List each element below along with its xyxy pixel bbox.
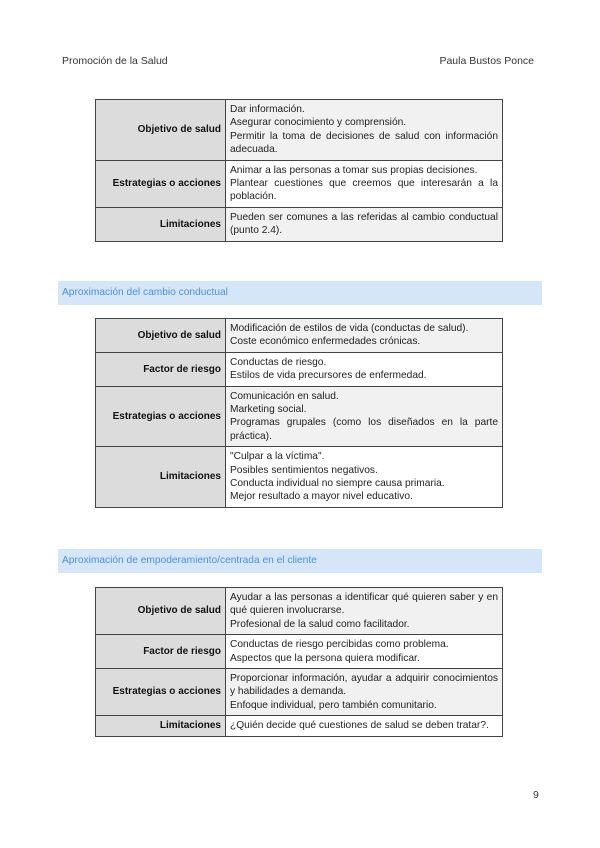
info-table-1 <box>95 99 503 242</box>
row-content <box>226 635 503 669</box>
row-content <box>226 447 503 508</box>
row-label: Estrategias o acciones <box>96 160 226 207</box>
table-row <box>96 207 503 241</box>
row-content <box>226 669 503 716</box>
content-line: Programas grupales (como los diseñados en la parte práctica). <box>230 417 498 442</box>
content-line: "Culpar a la víctima". <box>230 451 325 463</box>
content-line: Asegurar conocimiento y comprensión. <box>230 117 407 129</box>
row-content <box>226 160 503 207</box>
table-row <box>96 716 503 736</box>
table-row <box>96 588 503 635</box>
table-row <box>96 669 503 716</box>
content-line: Mejor resultado a mayor nivel educativo. <box>230 491 413 503</box>
row-content <box>226 386 503 447</box>
table-row <box>96 386 503 447</box>
page-number: 9 <box>533 789 539 801</box>
row-content <box>226 100 503 161</box>
table-row <box>96 447 503 508</box>
row-content <box>226 588 503 635</box>
content-line: Profesional de la salud como facilitador. <box>230 618 410 630</box>
content-line: Comunicación en salud. <box>230 390 339 402</box>
row-label: Limitaciones <box>96 207 226 241</box>
content-line: Pueden ser comunes a las referidas al cambio conductual (punto 2.4). <box>230 211 498 237</box>
row-label: Objetivo de salud <box>96 588 226 635</box>
content-line: Animar a las personas a tomar sus propias decisiones. <box>230 164 478 176</box>
content-line: Conducta individual no siempre causa primaria. <box>230 478 445 490</box>
row-label: Estrategias o acciones <box>96 386 226 447</box>
content-line: Proporcionar información, ayudar a adquirir conocimientos y habilidades a demanda. <box>230 673 498 698</box>
table-row <box>96 319 503 353</box>
row-label: Objetivo de salud <box>96 319 226 353</box>
content-line: Posibles sentimientos negativos. <box>230 464 378 476</box>
content-line: Aspectos que la persona quiera modificar. <box>230 652 420 664</box>
content-line: Ayudar a las personas a identificar qué quieren saber y en qué quieren involucrarse. <box>230 592 498 617</box>
content-line: Coste económico enfermedades crónicas. <box>230 336 421 348</box>
table-row <box>96 352 503 386</box>
info-table-2 <box>95 318 503 508</box>
content-line: ¿Quién decide qué cuestiones de salud se deben tratar?. <box>230 720 489 732</box>
row-label: Factor de riesgo <box>96 635 226 669</box>
row-content <box>226 319 503 353</box>
content-line: Modificación de estilos de vida (conductas de salud). <box>230 323 469 334</box>
section-heading-empowerment: Aproximación de empoderamiento/centrada en el cliente <box>58 549 542 573</box>
row-content <box>226 716 503 736</box>
content-line: Enfoque individual, pero también comunitario. <box>230 699 437 711</box>
row-label: Limitaciones <box>96 447 226 508</box>
content-line: Marketing social. <box>230 404 307 416</box>
row-content <box>226 352 503 386</box>
row-label: Factor de riesgo <box>96 352 226 386</box>
table-row <box>96 160 503 207</box>
content-line: Conductas de riesgo percibidas como problema. <box>230 639 449 651</box>
page-header <box>62 55 534 69</box>
content-line: Estilos de vida precursores de enfermedad. <box>230 370 427 382</box>
row-label: Estrategias o acciones <box>96 669 226 716</box>
row-label: Objetivo de salud <box>96 100 226 161</box>
row-content <box>226 207 503 241</box>
section-heading-behavioral-change: Aproximación del cambio conductual <box>58 281 542 305</box>
content-line: Plantear cuestiones que creemos que interesarán a la población. <box>230 178 498 203</box>
header-course-title: Promoción de la Salud <box>62 55 168 67</box>
content-line: Conductas de riesgo. <box>230 356 327 368</box>
header-author: Paula Bustos Ponce <box>439 55 534 67</box>
table-row <box>96 100 503 161</box>
content-line: Dar información. <box>230 104 305 115</box>
row-label: Limitaciones <box>96 716 226 736</box>
table-row <box>96 635 503 669</box>
info-table-3 <box>95 587 503 737</box>
content-line: Permitir la toma de decisiones de salud con información adecuada. <box>230 130 498 156</box>
